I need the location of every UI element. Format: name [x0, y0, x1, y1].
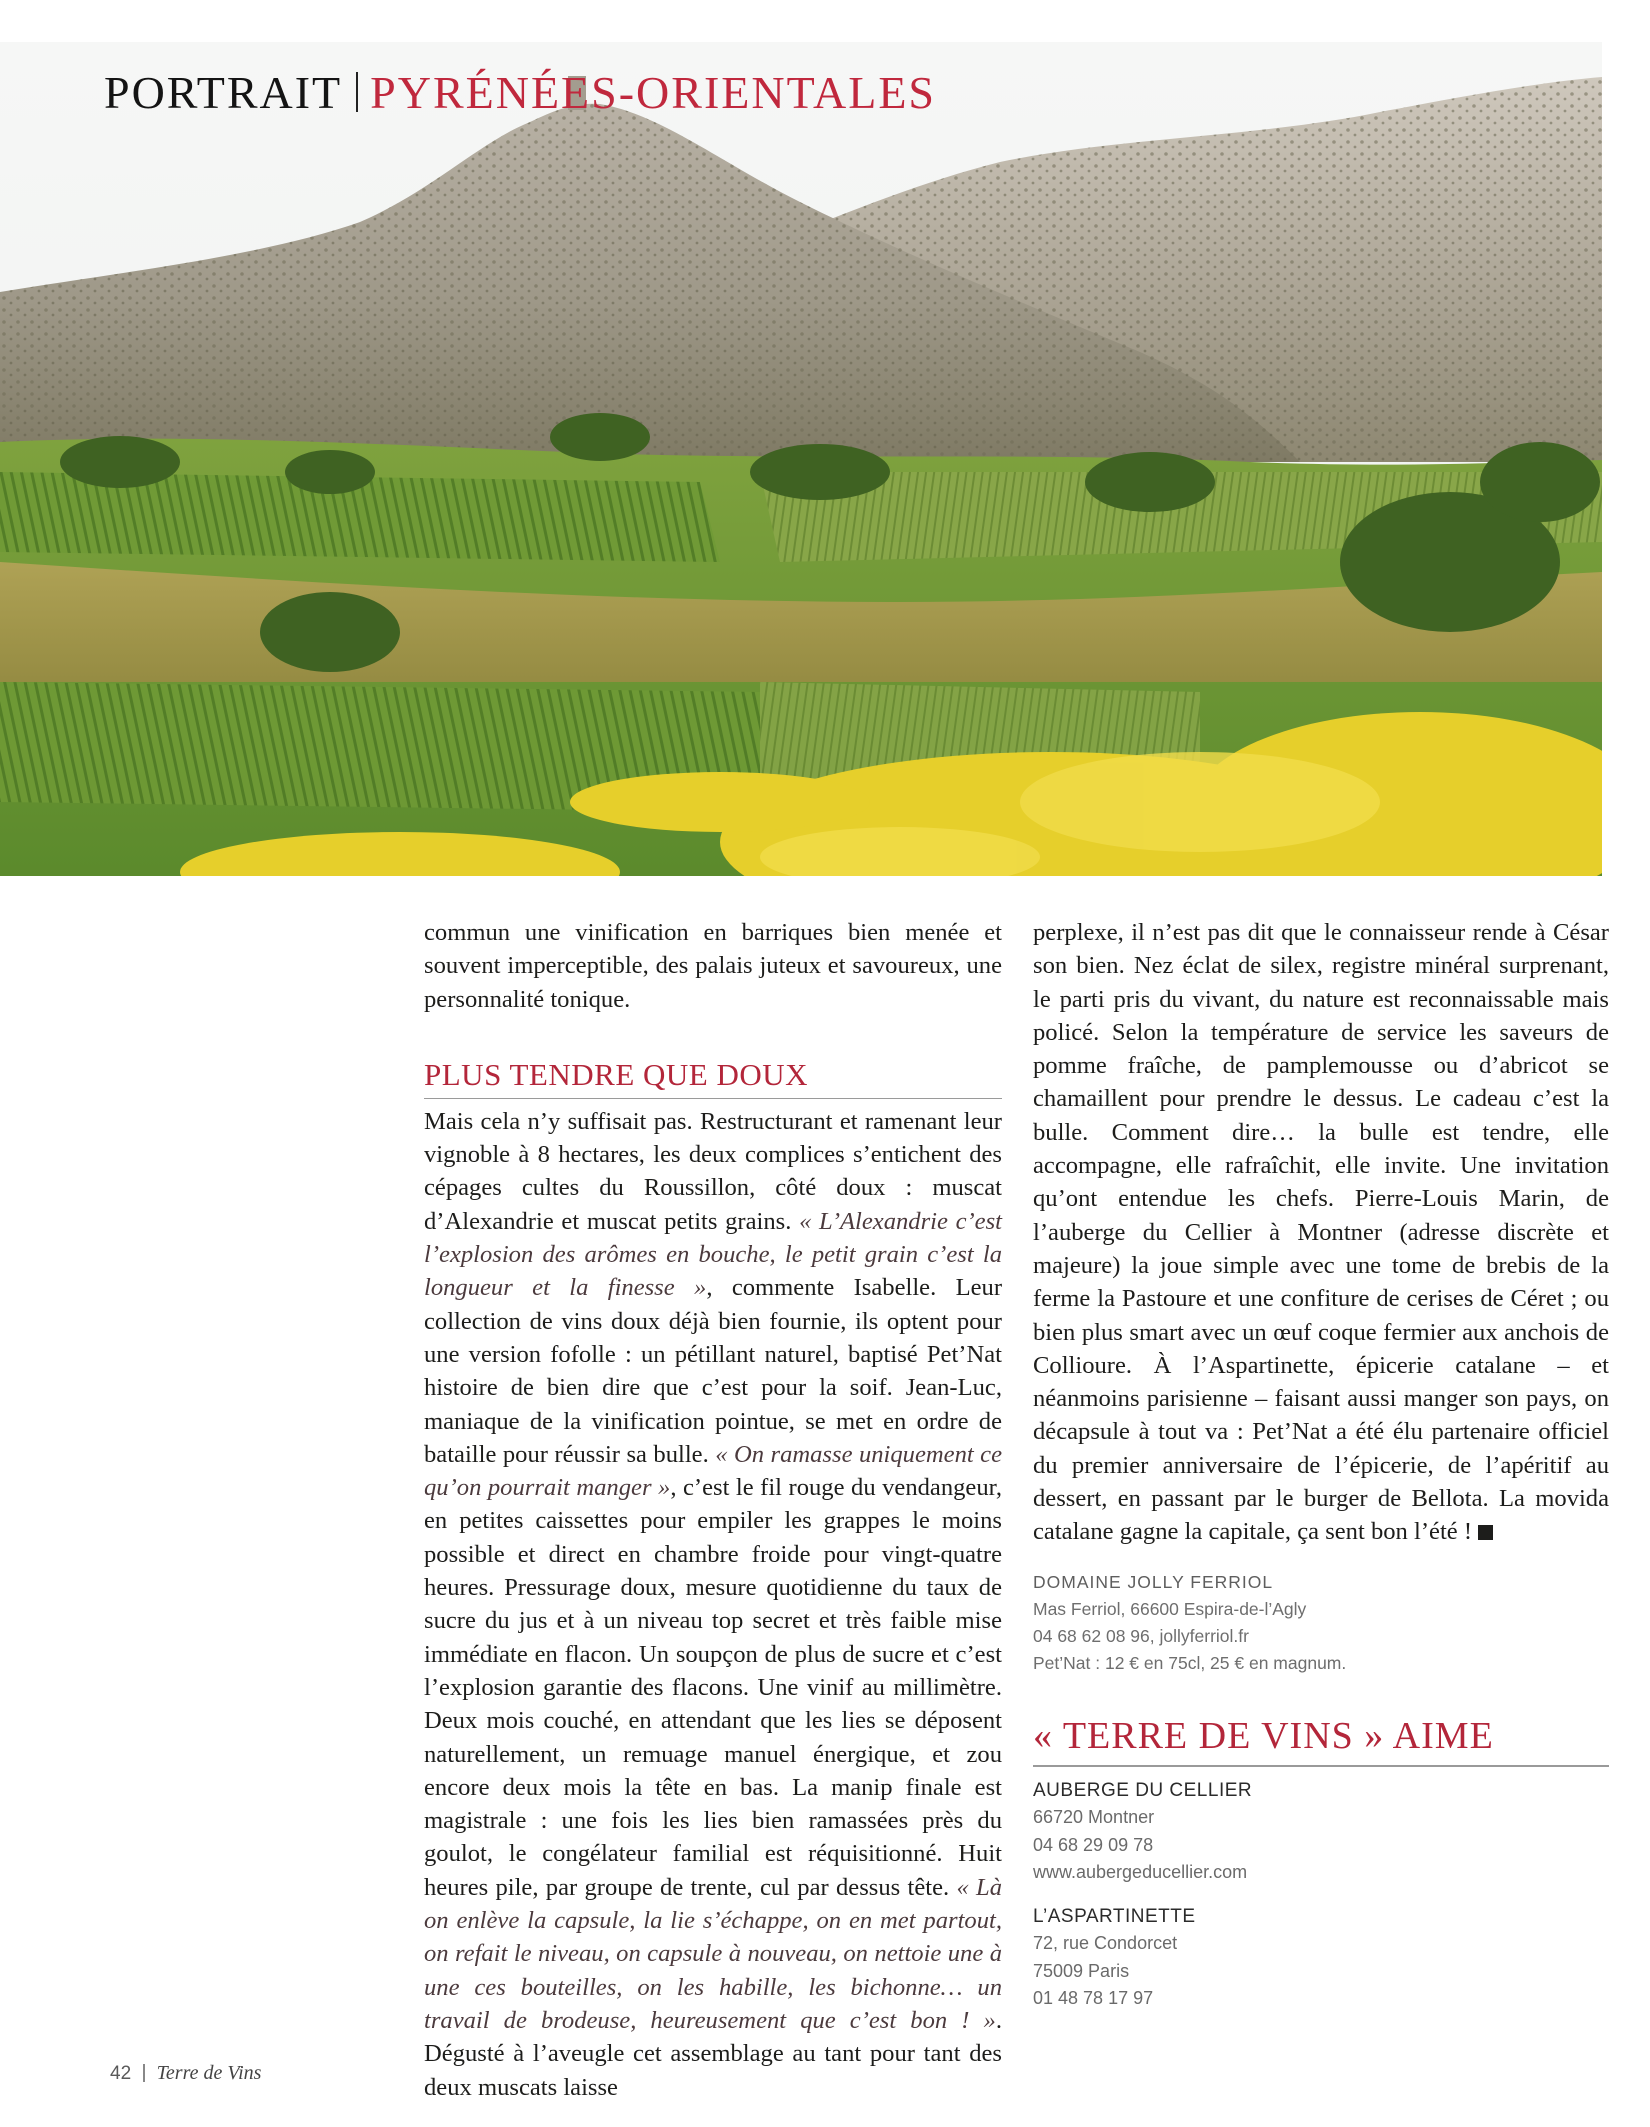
- footer-divider: [143, 2064, 145, 2082]
- landscape-photo: [0, 42, 1602, 876]
- address-city: 75009 Paris: [1033, 1960, 1130, 1981]
- address-line: 66720 Montner: [1033, 1807, 1155, 1828]
- body-paragraph: [424, 1105, 1002, 2104]
- page-footer: [110, 2062, 261, 2085]
- section-label: PORTRAIT: [104, 67, 343, 118]
- domain-prices: Pet’Nat : 12 € en 75cl, 25 € en magnum.: [1033, 1652, 1347, 1673]
- section-header: [104, 66, 936, 120]
- address-block-auberge: [1033, 1777, 1609, 1887]
- domain-name: DOMAINE JOLLY FERRIOL: [1033, 1571, 1274, 1592]
- domain-contact: 04 68 62 08 96, jollyferriol.fr: [1033, 1625, 1249, 1646]
- subheading: PLUS TENDRE QUE DOUX: [424, 1056, 1002, 1099]
- region-label: PYRÉNÉES-ORIENTALES: [370, 67, 936, 118]
- aime-heading: « TERRE DE VINS » AIME: [1033, 1713, 1609, 1767]
- address-name: AUBERGE DU CELLIER: [1033, 1779, 1253, 1801]
- body-text-1: Mais cela n’y suffisait pas. Restructurant et ramenant leur vignoble à 8 hectares, les deux complices s’entichent des cépages cultes du Roussillon, côté doux : muscat d’Alexandrie et muscat petits grains.: [424, 1107, 1002, 1235]
- domain-info-block: [1033, 1569, 1609, 1677]
- article-column-right: [1033, 916, 1609, 2013]
- domain-address: Mas Ferriol, 66600 Espira-de-l’Agly: [1033, 1598, 1307, 1619]
- quote-1: « L’Alexandrie c’est l’explosion des arômes en bouche, le petit grain c’est la longueur et la finesse »: [424, 1207, 1003, 1302]
- address-phone: 04 68 29 09 78: [1033, 1834, 1154, 1855]
- landscape-photo-illustration: [0, 42, 1602, 876]
- end-mark-icon: [1478, 1525, 1493, 1540]
- address-block-aspartinette: [1033, 1903, 1609, 2013]
- intro-paragraph: commun une vinification en barriques bien menée et souvent imperceptible, des palais juteux et savoureux, une personnalité tonique.: [424, 919, 1002, 1013]
- address-website: www.aubergeducellier.com: [1033, 1862, 1248, 1883]
- body-text-right: perplexe, il n’est pas dit que le connaisseur rende à César son bien. Nez éclat de silex, registre minéral surprenant, le parti pris du vivant, du nature est reconnaissable mais policé. Selon la température de service les saveurs de pomme fraîche, de pamplemousse ou d’abricot se chamaillent pour prendre le dessus. Le cadeau c’est la bulle. Comment dire… la bulle est tendre, elle accompagne, elle rafraîchit, elle invite. Une invitation qu’ont entendue les chefs. Pierre-Louis Marin, de l’auberge du Cellier à Montner (adresse discrète et majeure) la joue simple avec une tome de brebis de la ferme la Pastoure et une confiture de cerises de Céret ; ou bien plus smart avec un œuf coque fermier aux anchois de Collioure. À l’Aspartinette, épicerie catalane – et néanmoins parisienne – faisant aussi manger son pays, on décapsule à tout va : Pet’Nat a été élu partenaire officiel du premier anniversaire de l’épicerie, de l’apéritif au dessert, en passant par le burger de Bellota. La movida catalane gagne la capitale, ça sent bon l’été !: [1033, 919, 1609, 1546]
- quote-2: « On ramasse uniquement ce qu’on pourrait manger »: [424, 1440, 1003, 1502]
- address-street: 72, rue Condorcet: [1033, 1933, 1178, 1954]
- body-text-3: , c’est le fil rouge du vendangeur, en petites caissettes pour empiler les grappes le moins possible et direct en chambre froide pour vingt-quatre heures. Pressurage doux, mesure quotidienne du taux de sucre du jus et à un niveau top secret et très faible mise immédiate en flacon. Un soupçon de plus de sucre et c’est l’explosion garantie des flacons. Une vinif au millimètre. Deux mois couché, en attendant que les lies se déposent naturellement, un remuage manuel énergique, et zou encore deux mois la tête en bas. La manip finale est magistrale : une fois les lies bien ramassées près du goulot, le congélateur familial est réquisitionné. Huit heures pile, par groupe de trente, cul par dessus tête.: [424, 1474, 1002, 1901]
- body-text-4: . Dégusté à l’aveugle cet assemblage au tant pour tant des deux muscats laisse: [424, 2006, 1002, 2101]
- quote-3: « Là on enlève la capsule, la lie s’échappe, on en met partout, on refait le niveau, on capsule à nouveau, on nettoie une à une ces bouteilles, on les habille, les bichonne… un travail de brodeuse, heureusement que c’est bon ! »: [424, 1873, 1002, 2034]
- header-divider: [356, 72, 358, 112]
- page-number: 42: [110, 2063, 132, 2084]
- body-text-2: , commente Isabelle. Leur collection de vins doux déjà bien fournie, ils optent pour une version fofolle : un pétillant naturel, baptisé Pet’Nat histoire de bien dire que c’est pour la soif. Jean-Luc, maniaque de la vinification pointue, se met en ordre de bataille pour réussir sa bulle.: [424, 1274, 1003, 1468]
- article-column-left: [424, 916, 1002, 2104]
- address-phone: 01 48 78 17 97: [1033, 1988, 1154, 2009]
- address-name: L’ASPARTINETTE: [1033, 1905, 1196, 1927]
- body-paragraph-right: [1033, 916, 1609, 1549]
- magazine-logo: Terre de Vins: [156, 2062, 262, 2084]
